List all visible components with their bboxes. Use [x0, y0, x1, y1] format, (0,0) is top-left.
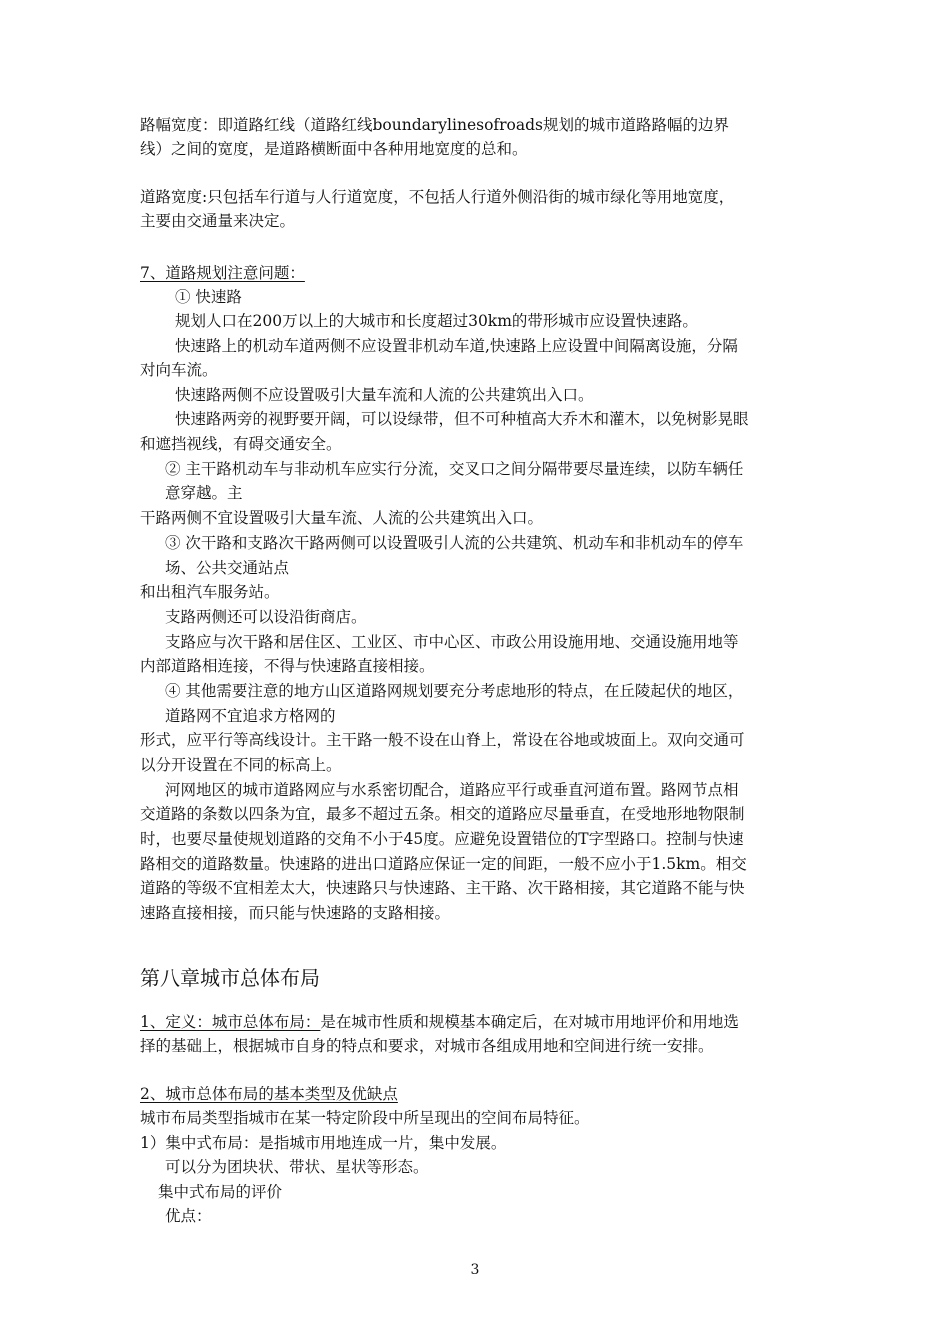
definition-label: 1、定义：城市总体布局：: [140, 1013, 321, 1031]
text-line: 河网地区的城市道路网应与水系密切配合，道路应平行或垂直河道布置。路网节点相: [165, 781, 739, 799]
text-line: 路幅宽度：即道路红线（道路红线boundarylinesofroads规划的城市道路路幅的边界: [140, 116, 730, 134]
text-line: 优点：: [165, 1207, 212, 1225]
text-line: 快速路两侧不应设置吸引大量车流和人流的公共建筑出入口。: [175, 386, 594, 404]
definition-text: 是在城市性质和规模基本确定后，在对城市用地评价和用地选: [320, 1013, 739, 1031]
section-heading: 2、城市总体布局的基本类型及优缺点: [140, 1085, 398, 1103]
text-line: 和遮挡视线，有碍交通安全。: [140, 435, 342, 453]
chapter-title: 第八章城市总体布局: [140, 966, 320, 990]
text-line: 道路网不宜追求方格网的: [165, 707, 336, 725]
text-line: 快速路两旁的视野要开阔，可以设绿带，但不可种植高大乔木和灌木，以免树影晃眼: [175, 410, 749, 428]
text-line: 择的基础上，根据城市自身的特点和要求，对城市各组成用地和空间进行统一安排。: [140, 1037, 714, 1055]
text-line: 城市布局类型指城市在某一特定阶段中所呈现出的空间布局特征。: [140, 1109, 590, 1127]
section-heading: 7、道路规划注意问题：: [140, 264, 305, 282]
text-line: 时，也要尽量使规划道路的交角不小于45度。应避免设置错位的T字型路口。控制与快速: [140, 830, 744, 848]
text-line: 主要由交通量来决定。: [140, 212, 296, 230]
text-line: 道路宽度:只包括车行道与人行道宽度，不包括人行道外侧沿街的城市绿化等用地宽度，: [140, 188, 735, 206]
text-line: 意穿越。主: [165, 484, 243, 502]
text-line: 速路直接相接，而只能与快速路的支路相接。: [140, 904, 451, 922]
text-line: 形式，应平行等高线设计。主干路一般不设在山脊上，常设在谷地或坡面上。双向交通可: [140, 731, 745, 749]
text-line: 快速路上的机动车道两侧不应设置非机动车道,快速路上应设置中间隔离设施，分隔: [175, 337, 738, 355]
text-line: ④ 其他需要注意的地方山区道路网规划要充分考虑地形的特点，在丘陵起伏的地区，: [165, 682, 744, 700]
text-line: ② 主干路机动车与非动机车应实行分流，交叉口之间分隔带要尽量连续，以防车辆任: [165, 460, 744, 478]
text-line: 支路应与次干路和居住区、工业区、市中心区、市政公用设施用地、交通设施用地等: [165, 633, 739, 651]
text-line: 内部道路相连接，不得与快速路直接相接。: [140, 657, 435, 675]
text-line: 干路两侧不宜设置吸引大量车流、人流的公共建筑出入口。: [140, 509, 544, 527]
text-line: 对向车流。: [140, 361, 218, 379]
text-line: 1）集中式布局：是指城市用地连成一片，集中发展。: [140, 1134, 507, 1152]
text-line: 以分开设置在不同的标高上。: [140, 756, 342, 774]
text-line: 场、公共交通站点: [165, 559, 290, 577]
text-line: 道路的等级不宜相差太大，快速路只与快速路、主干路、次干路相接，其它道路不能与快: [140, 879, 745, 897]
text-line: ① 快速路: [175, 288, 242, 306]
text-line: 集中式布局的评价: [158, 1183, 283, 1201]
text-line: 和出租汽车服务站。: [140, 583, 280, 601]
page-number: 3: [470, 1262, 480, 1278]
text-line: ③ 次干路和支路次干路两侧可以设置吸引人流的公共建筑、机动车和非机动车的停车: [165, 534, 744, 552]
definition-line: [140, 1011, 739, 1033]
text-line: 规划人口在200万以上的大城市和长度超过30km的带形城市应设置快速路。: [175, 312, 698, 330]
text-line: 支路两侧还可以设沿街商店。: [165, 608, 367, 626]
text-line: 可以分为团块状、带状、星状等形态。: [165, 1158, 429, 1176]
text-line: 路相交的道路数量。快速路的进出口道路应保证一定的间距，一般不应小于1.5km。相交: [140, 855, 747, 873]
text-line: 线）之间的宽度，是道路横断面中各种用地宽度的总和。: [140, 140, 528, 158]
text-line: 交道路的条数以四条为宜，最多不超过五条。相交的道路应尽量垂直，在受地形地物限制: [140, 805, 745, 823]
